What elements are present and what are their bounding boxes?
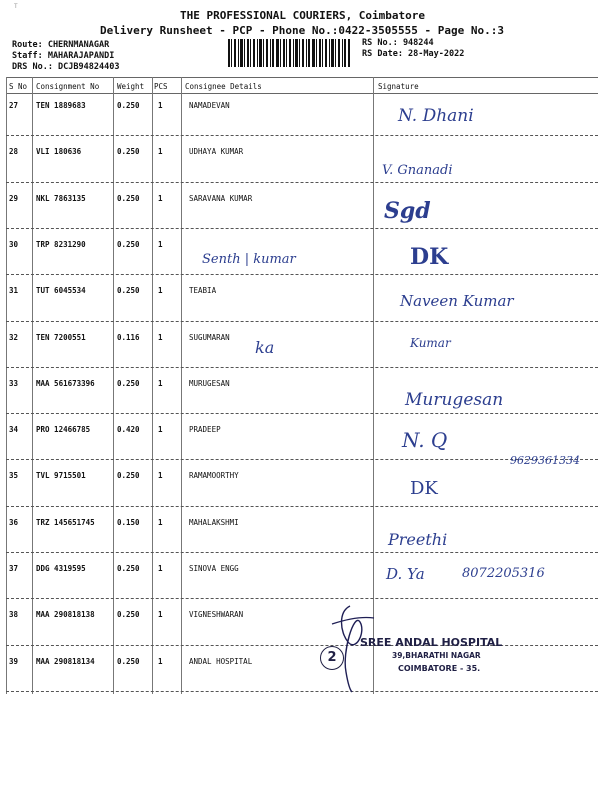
row-sno: 37: [9, 564, 19, 573]
document-subtitle: Delivery Runsheet - PCP - Phone No.:0422-3505555 - Page No.:3: [100, 24, 504, 37]
row-separator: [6, 691, 598, 692]
signature-row-30: DK: [410, 244, 449, 270]
signature-row-37: D. Ya: [386, 565, 425, 583]
row-consignee: SARAVANA KUMAR: [189, 193, 253, 203]
signature-row-31: Naveen Kumar: [400, 292, 514, 310]
row-separator: [6, 645, 598, 646]
row-weight: 0.250: [117, 378, 140, 388]
row-consignment-no: VLI 180636: [36, 147, 82, 157]
row-consignment-no: TUT 6045534: [36, 286, 86, 296]
column-header-sno: S No: [9, 82, 28, 91]
signature-row-33: Murugesan: [405, 390, 504, 410]
staff-label: Staff: MAHARAJAPANDI: [12, 51, 115, 61]
row-consignee: SINOVA ENGG: [189, 564, 239, 573]
stamp-address-line: 39,BHARATHI NAGAR: [392, 651, 481, 660]
row-sno: 30: [9, 239, 19, 249]
row-weight: 0.250: [117, 286, 140, 296]
handwritten-note-row-32: ka: [255, 338, 275, 357]
row-consignee: ANDAL HOSPITAL: [189, 656, 253, 666]
row-weight: 0.116: [117, 332, 140, 342]
row-consignment-no: MAA 290818138: [36, 610, 95, 620]
row-sno: 27: [9, 101, 19, 110]
handwritten-phone-row-34: 9629361334: [510, 454, 580, 467]
row-consignment-no: PRO 12466785: [36, 425, 91, 435]
row-weight: 0.250: [117, 193, 140, 203]
row-consignment-no: TVL 9715501: [36, 471, 86, 481]
row-consignee: TEABIA: [189, 286, 217, 296]
row-weight: 0.250: [117, 656, 140, 666]
signature-row-35: DK: [410, 478, 438, 499]
row-separator: [6, 367, 598, 368]
row-weight: 0.250: [117, 239, 140, 249]
row-separator: [6, 135, 598, 136]
route-label: Route: CHERNMANAGAR: [12, 40, 110, 50]
row-sno: 36: [9, 517, 19, 527]
row-consignee: RAMAMOORTHY: [189, 471, 239, 481]
row-pcs: 1: [158, 193, 163, 203]
row-sno: 34: [9, 425, 19, 435]
document-title: THE PROFESSIONAL COURIERS, Coimbatore: [180, 9, 426, 22]
row-consignment-no: MAA 290818134: [36, 656, 95, 666]
handwritten-phone-row-37: 8072205316: [462, 566, 545, 581]
signature-row-28: V. Gnanadi: [382, 163, 453, 178]
signature-row-27: N. Dhani: [398, 106, 474, 126]
signature-row-29: Sgd: [384, 198, 431, 224]
row-separator: [6, 228, 598, 229]
row-weight: 0.250: [117, 101, 140, 110]
row-pcs: 1: [158, 610, 163, 620]
row-pcs: 1: [158, 517, 163, 527]
row-consignment-no: TRP 8231290: [36, 239, 86, 249]
column-divider: [6, 77, 7, 694]
row-weight: 0.150: [117, 517, 140, 527]
row-consignee: NAMADEVAN: [189, 101, 230, 110]
stamp-city-line: COIMBATORE - 35.: [398, 664, 481, 673]
row-pcs: 1: [158, 471, 163, 481]
row-weight: 0.250: [117, 610, 140, 620]
row-pcs: 1: [158, 656, 163, 666]
column-divider: [181, 77, 182, 694]
table-top-border: [6, 77, 598, 78]
row-pcs: 1: [158, 239, 163, 249]
row-consignment-no: TEN 7200551: [36, 332, 86, 342]
row-pcs: 1: [158, 564, 163, 573]
row-weight: 0.250: [117, 471, 140, 481]
row-separator: [6, 413, 598, 414]
row-pcs: 1: [158, 101, 163, 110]
row-sno: 28: [9, 147, 19, 157]
row-sno: 33: [9, 378, 19, 388]
row-sno: 29: [9, 193, 19, 203]
row-sno: 38: [9, 610, 19, 620]
row-consignee: VIGNESHWARAN: [189, 610, 244, 620]
row-sno: 39: [9, 656, 19, 666]
barcode-icon: [228, 39, 350, 67]
corner-mark: T: [14, 3, 18, 10]
row-sno: 35: [9, 471, 19, 481]
signature-row-32: Kumar: [410, 336, 451, 350]
signature-row-36: Preethi: [388, 530, 448, 549]
row-consignee: PRADEEP: [189, 425, 221, 435]
row-separator: [6, 506, 598, 507]
row-consignee: UDHAYA KUMAR: [189, 147, 244, 157]
rs-date: RS Date: 28-May-2022: [362, 49, 465, 59]
drs-number: DRS No.: DCJB94824403: [12, 62, 120, 72]
row-consignment-no: TEN 1889683: [36, 101, 86, 110]
row-consignee: SUGUMARAN: [189, 332, 230, 342]
row-separator: [6, 598, 598, 599]
stamp-hospital-name: SREE ANDAL HOSPITAL: [360, 636, 503, 649]
row-separator: [6, 182, 598, 183]
column-divider: [152, 77, 153, 694]
table-header-border: [6, 93, 598, 94]
row-separator: [6, 552, 598, 553]
column-divider: [32, 77, 33, 694]
column-header-consignee: Consignee Details: [185, 82, 262, 91]
handwritten-note-row-30: Senth | kumar: [202, 252, 296, 267]
column-header-consignment: Consignment No: [36, 82, 100, 91]
row-separator: [6, 321, 598, 322]
row-pcs: 1: [158, 332, 163, 342]
row-consignment-no: MAA 561673396: [36, 378, 95, 388]
row-consignment-no: DDG 4319595: [36, 564, 86, 573]
row-weight: 0.250: [117, 564, 140, 573]
row-sno: 31: [9, 286, 19, 296]
row-pcs: 1: [158, 286, 163, 296]
row-separator: [6, 274, 598, 275]
signature-row-34: N. Q: [402, 428, 448, 452]
column-header-weight: Weight: [117, 82, 145, 91]
row-consignment-no: NKL 7863135: [36, 193, 86, 203]
row-consignment-no: TRZ 145651745: [36, 517, 95, 527]
row-pcs: 1: [158, 425, 163, 435]
column-divider: [113, 77, 114, 694]
row-consignee: MAHALAKSHMI: [189, 517, 239, 527]
row-sno: 32: [9, 332, 19, 342]
rs-number: RS No.: 948244: [362, 38, 434, 48]
column-header-signature: Signature: [378, 82, 419, 91]
row-pcs: 1: [158, 147, 163, 157]
row-weight: 0.250: [117, 147, 140, 157]
row-consignee: MURUGESAN: [189, 378, 230, 388]
row-pcs: 1: [158, 378, 163, 388]
row-weight: 0.420: [117, 425, 140, 435]
column-header-pcs: PCS: [154, 82, 168, 91]
stamp-circle-mark: 2: [320, 646, 344, 670]
